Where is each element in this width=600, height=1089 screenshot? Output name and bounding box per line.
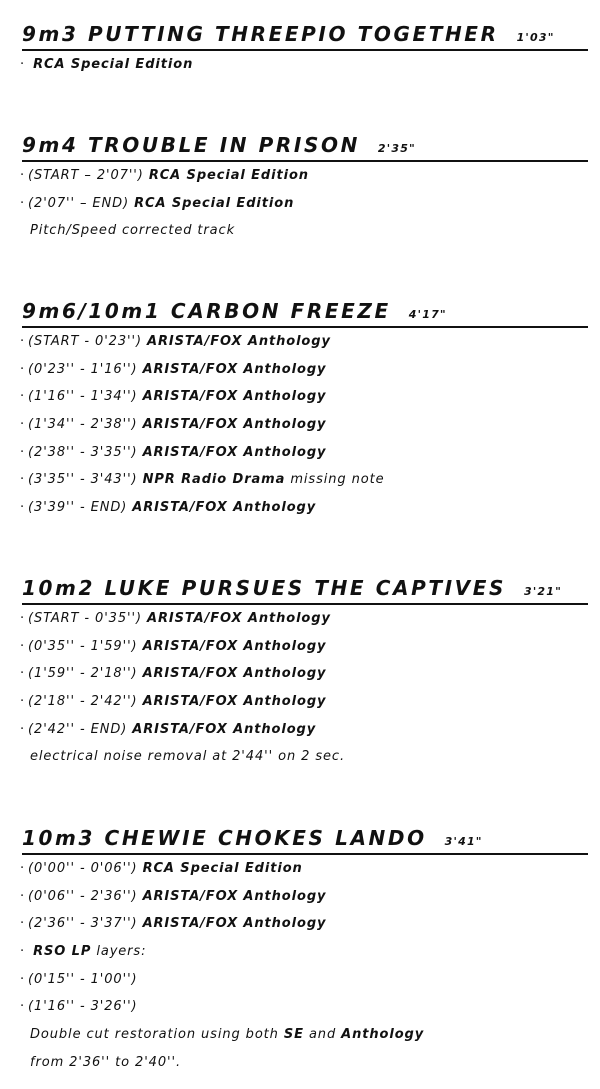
time-range: (1'16'' - 3'26'') <box>28 999 138 1015</box>
source-extra: missing note <box>290 472 385 488</box>
track-title: 9m4 TROUBLE IN PRISON <box>22 133 360 157</box>
track-duration: 3'41" <box>444 835 483 848</box>
bullet-icon: · <box>20 971 26 987</box>
time-range: (START - 0'23'') <box>28 334 142 349</box>
source-line <box>20 383 588 411</box>
bullet-icon: · <box>20 500 26 516</box>
track-duration: 4'17" <box>408 308 447 321</box>
track-note <box>20 1021 588 1049</box>
bullet-icon: · <box>20 694 26 710</box>
time-range: (1'34'' - 2'38'') <box>28 417 138 433</box>
source-line <box>20 716 588 744</box>
time-range: (2'36'' - 3'37'') <box>28 916 138 932</box>
track-note <box>20 1049 588 1077</box>
source-line <box>20 966 588 994</box>
source-line <box>20 993 588 1021</box>
note-text: Double cut restoration using both <box>30 1027 284 1043</box>
track-duration: 3'21" <box>524 585 563 598</box>
source-name: RCA Special Edition <box>142 861 303 876</box>
track-9m4 <box>22 133 588 245</box>
source-line <box>20 328 588 356</box>
bullet-icon: · <box>20 611 26 626</box>
time-range: (2'38'' - 3'35'') <box>28 444 138 460</box>
track-header <box>22 22 588 51</box>
note-text: electrical noise removal at 2'44'' on 2 sec. <box>30 749 345 765</box>
bullet-icon: · <box>20 888 26 904</box>
source-name: ARISTA/FOX Anthology <box>142 638 327 654</box>
track-9m6-10m1 <box>22 299 588 522</box>
track-note <box>20 217 588 245</box>
source-line <box>20 660 588 688</box>
time-range: (0'06'' - 2'36'') <box>28 888 138 904</box>
time-range: (0'35'' - 1'59'') <box>28 638 138 654</box>
source-name: RCA Special Edition <box>33 57 194 72</box>
source-line <box>20 605 588 633</box>
bullet-icon: · <box>20 361 26 377</box>
source-name: ARISTA/FOX Anthology <box>142 361 327 377</box>
source-name: ARISTA/FOX Anthology <box>147 334 331 349</box>
bullet-icon: · <box>20 472 26 488</box>
source-line <box>20 688 588 716</box>
track-title: 9m6/10m1 CARBON FREEZE <box>22 299 391 323</box>
source-line <box>20 883 588 911</box>
bullet-icon: · <box>20 417 26 433</box>
bullet-icon: · <box>20 195 26 211</box>
source-line <box>20 938 588 966</box>
source-name: ARISTA/FOX Anthology <box>132 500 317 516</box>
track-header <box>22 576 588 605</box>
track-note <box>20 743 588 771</box>
bullet-icon: · <box>20 944 26 960</box>
source-name: ARISTA/FOX Anthology <box>147 611 331 626</box>
track-title: 9m3 PUTTING THREEPIO TOGETHER <box>22 22 499 46</box>
time-range: (2'18'' - 2'42'') <box>28 694 138 710</box>
source-name: ARISTA/FOX Anthology <box>132 721 317 737</box>
source-name: NPR Radio Drama <box>142 472 286 488</box>
source-line <box>20 633 588 661</box>
track-header <box>22 826 588 855</box>
bullet-icon: · <box>20 57 26 72</box>
source-line <box>20 910 588 938</box>
note-emphasis: SE <box>283 1027 304 1043</box>
source-line <box>20 439 588 467</box>
time-range: (START - 0'35'') <box>28 611 142 626</box>
source-line <box>20 411 588 439</box>
time-range: (0'15'' - 1'00'') <box>28 971 138 987</box>
bullet-icon: · <box>20 389 26 405</box>
time-range: (2'42'' - END) <box>28 721 128 737</box>
note-text: from 2'36'' to 2'40''. <box>30 1054 181 1070</box>
bullet-icon: · <box>20 666 26 682</box>
track-header <box>22 133 588 162</box>
source-line <box>20 356 588 384</box>
bullet-icon: · <box>20 168 26 183</box>
time-range: (3'35'' - 3'43'') <box>28 472 138 488</box>
track-title: 10m2 LUKE PURSUES THE CAPTIVES <box>22 576 506 600</box>
source-extra: layers: <box>96 944 147 960</box>
time-range: (1'16'' - 1'34'') <box>28 389 138 405</box>
time-range: (2'07'' – END) <box>28 195 130 211</box>
source-line <box>20 466 588 494</box>
source-name: ARISTA/FOX Anthology <box>142 444 327 460</box>
source-line <box>20 162 588 190</box>
source-line <box>20 855 588 883</box>
track-duration: 1'03" <box>516 31 555 44</box>
source-name: ARISTA/FOX Anthology <box>142 389 327 405</box>
source-name: ARISTA/FOX Anthology <box>142 694 327 710</box>
time-range: (0'00'' - 0'06'') <box>28 861 138 876</box>
track-9m3 <box>22 22 588 79</box>
track-10m2 <box>22 576 588 771</box>
time-range: (1'59'' - 2'18'') <box>28 666 138 682</box>
track-10m3 <box>22 826 588 1077</box>
note-text: and <box>303 1027 342 1043</box>
bullet-icon: · <box>20 721 26 737</box>
source-name: ARISTA/FOX Anthology <box>142 916 327 932</box>
source-name: RCA Special Edition <box>148 168 309 183</box>
time-range: (3'39'' - END) <box>28 500 128 516</box>
source-line <box>20 494 588 522</box>
bullet-icon: · <box>20 334 26 349</box>
track-duration: 2'35" <box>377 142 416 155</box>
note-text: Pitch/Speed corrected track <box>30 223 235 239</box>
time-range: (0'23'' - 1'16'') <box>28 361 138 377</box>
bullet-icon: · <box>20 444 26 460</box>
time-range: (START – 2'07'') <box>28 168 144 183</box>
track-title: 10m3 CHEWIE CHOKES LANDO <box>22 826 427 850</box>
source-line <box>20 190 588 218</box>
bullet-icon: · <box>20 916 26 932</box>
note-emphasis: Anthology <box>341 1027 425 1043</box>
track-header <box>22 299 588 328</box>
source-name: ARISTA/FOX Anthology <box>142 888 327 904</box>
bullet-icon: · <box>20 861 26 876</box>
bullet-icon: · <box>20 999 26 1015</box>
source-name: ARISTA/FOX Anthology <box>142 417 327 433</box>
source-name: RSO LP <box>33 944 92 960</box>
source-line <box>20 51 588 79</box>
source-name: RCA Special Edition <box>134 195 295 211</box>
bullet-icon: · <box>20 638 26 654</box>
source-name: ARISTA/FOX Anthology <box>142 666 327 682</box>
